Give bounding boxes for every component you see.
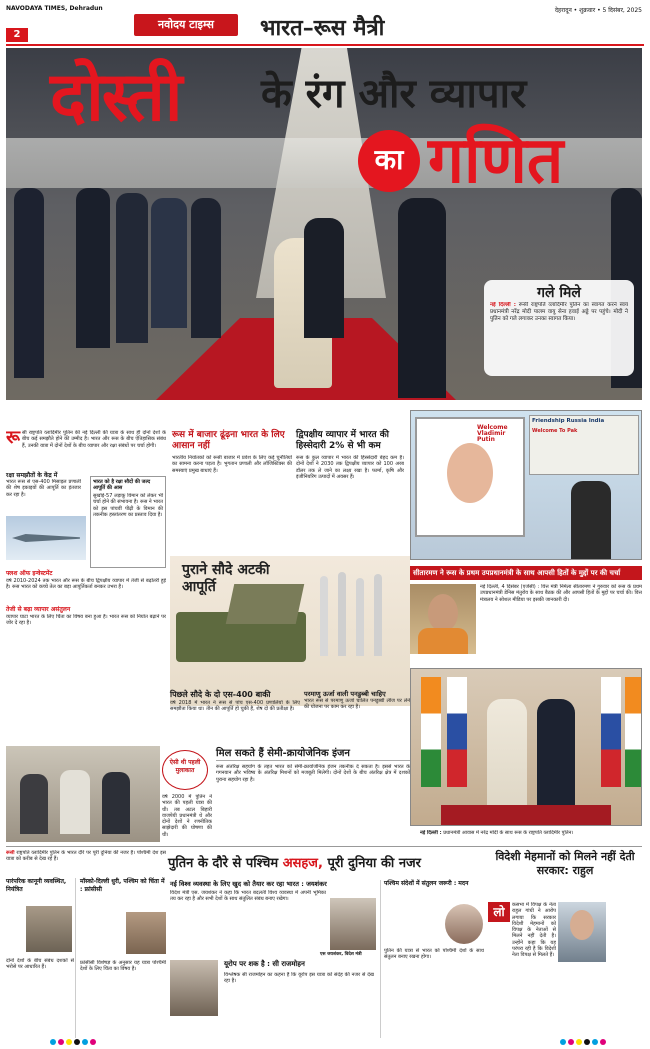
bottom-intro bbox=[6, 850, 166, 874]
s400-caption bbox=[170, 690, 300, 742]
western-head: पश्चिम संदेशों में संतुलन जरूरी : मदन bbox=[384, 880, 469, 887]
sitharaman-title: सीतारमण ने रूस के प्रथम उपप्रधानमंत्री के साथ आपसी हितों के मुद्दों पर की चर्चा bbox=[410, 566, 642, 580]
friendship-banner-text: Friendship Russia India bbox=[532, 418, 605, 424]
hug-dateline: नई दिल्ली : bbox=[490, 302, 516, 308]
sitharaman-article bbox=[410, 566, 642, 666]
official-figure bbox=[398, 198, 446, 398]
registration-marks bbox=[560, 1030, 608, 1049]
western-photo bbox=[445, 904, 483, 944]
col1-text: भारत रूस से एस-400 मिसाइल प्रणाली की शेष इकाइयों की आपूर्ति का इंतजार कर रहा है। bbox=[6, 479, 81, 498]
headline-dosti: दोस्ती bbox=[50, 57, 181, 137]
headline-ka: का bbox=[358, 130, 420, 192]
col1-lead: सी राष्ट्रपति व्लादिमीर पुतिन की नई दिल्ली की यात्रा के साथ ही दोनों देशों के बीच कई समझौते होने की उम्मीद है। भारत और रूस के बीच ऐतिहासिक संबंध हैं, उनकी यात्रा में दोनों देशों के बीच व्यापार और रक्षा संबंधों पर चर्चा होगी। bbox=[22, 430, 166, 449]
plane-head: भारत को है रक्षा सौदों की जल्द आपूर्ति की आस bbox=[93, 479, 151, 491]
western-article bbox=[380, 880, 484, 1038]
bottom-rule bbox=[6, 846, 642, 847]
sitharaman-text: नई दिल्ली, 4 दिसंबर (एजेंसी) : वित्त मंत्री निर्मला सीतारमण ने गुरुवार को रूस के प्रथम उपप्रधानमंत्री डेनिस मंतुरोव के साथ बैठक की और आपसी हितों के मुद्दों पर चर्चा की। वित्त मंत्रालय ने सोशल मीडिया पर इसकी जानकारी दी। bbox=[480, 584, 642, 603]
cryo-text: रूस अंतरिक्ष सहयोग के तहत भारत को सेमी-क्रायोजेनिक इंजन तकनीक दे सकता है। इससे भारत के गगनयान और भविष्य के अंतरिक्ष मिशनों को मजबूती मिलेगी। दोनों देशों के बीच अंतरिक्ष क्षेत्र में दशकों पुराना सहयोग रहा है। bbox=[216, 764, 410, 783]
page-number: 2 bbox=[6, 28, 28, 42]
rahul-photo bbox=[558, 902, 606, 962]
cryo-article bbox=[216, 748, 410, 844]
memory-article bbox=[6, 746, 212, 846]
market-article bbox=[172, 430, 292, 550]
pm-photo-caption bbox=[420, 830, 642, 838]
side2-text: फ्रांसीसी विशेषज्ञ के अनुसार यह यात्रा पश्चिमी देशों के लिए चिंता का विषय है। bbox=[80, 960, 166, 973]
trade-title: द्विपक्षीय व्यापार में भारत की हिस्सेदारी 2% से भी कम bbox=[296, 430, 390, 451]
cryo-title: मिल सकते हैं सेमी-क्रायोजेनिक इंजन bbox=[216, 748, 410, 761]
artist-figure bbox=[571, 481, 611, 559]
nuclear-text: भारत रूस से परमाणु ऊर्जा चालित पनडुब्बी लीज पर लेने की योजना पर काम कर रहा है। bbox=[304, 698, 410, 711]
nuclear-head: परमाणु ऊर्जा वाली पनडुब्बी चाहिए bbox=[304, 690, 386, 698]
western-text: पुतिन की यात्रा से भारत को पश्चिमी देशों के साथ संतुलन बनाए रखना होगा। bbox=[384, 948, 484, 961]
sukhoi-jet-photo bbox=[6, 516, 86, 560]
side1-title: पारंपरिक कानूनी व्यवस्थित, नियंत्रित bbox=[6, 878, 67, 893]
rahul-article bbox=[488, 850, 642, 1038]
putin-figure bbox=[304, 218, 344, 338]
old-deals bbox=[170, 556, 410, 706]
official-figure bbox=[14, 188, 44, 378]
pm-residence-photo bbox=[410, 668, 642, 826]
bottom-intro-text: राष्ट्रपति व्लादिमीर पुतिन के भारत दौरे पर पूरी दुनिया की नजर है। पश्चिमी देश इस यात्रा को करीब से देख रहे हैं। bbox=[6, 850, 166, 863]
pm-caption: प्रधानमंत्री आवास में नरेंद्र मोदी के साथ रूस के राष्ट्रपति व्लादिमीर पुतिन। bbox=[443, 830, 574, 836]
col1-subhead: रक्षा समझौतों के केंद्र में bbox=[6, 472, 58, 479]
missile-tubes bbox=[226, 584, 305, 624]
bottom-dropcap: रूसी bbox=[6, 850, 15, 856]
col1-subhead2: फ्लश ऑफ इन्वेस्टमेंट bbox=[6, 570, 53, 577]
flag-russia bbox=[447, 677, 467, 787]
col1-dropcap: रू bbox=[6, 430, 20, 448]
side1-photo bbox=[26, 906, 72, 952]
market-text: भारतीय निर्यातकों को रूसी बाजार में प्रवेश के लिए कई चुनौतियों का सामना करना पड़ता है। भुगतान प्रणाली और लॉजिस्टिक्स की समस्याएं प्रमुख बाधाएं हैं। bbox=[172, 455, 292, 474]
flag-russia bbox=[601, 677, 621, 787]
plane-inset bbox=[90, 476, 166, 568]
column-left bbox=[6, 430, 166, 670]
jaishankar-article bbox=[170, 880, 376, 960]
rajamohan-head: यूरोप पर शक है : सी राजमोहन bbox=[224, 960, 305, 968]
masthead-rule bbox=[6, 44, 644, 46]
jaishankar-text: विदेश मंत्री एस. जयशंकर ने कहा कि भारत बदलती विश्व व्यवस्था में अपनी भूमिका तय कर रहा है और सभी देशों के साथ संतुलित संबंध बनाए रखेगा। bbox=[170, 890, 326, 903]
rajamohan-photo bbox=[170, 960, 218, 1016]
headline-rang: के रंग और व्यापार bbox=[261, 70, 527, 117]
rahul-title: विदेशी मेहमानों को मिलने नहीं देती सरकार: राहुल bbox=[495, 850, 635, 877]
paper-name: NAVODAYA TIMES, Dehradun bbox=[6, 5, 103, 12]
flag-india bbox=[421, 677, 441, 787]
jaishankar-head: नई विश्व व्यवस्था के लिए खुद को तैयार कर रहा भारत : जयशंकर bbox=[170, 880, 327, 888]
market-title: रूस में बाजार ढूंढ़ना भारत के लिए आसान नहीं bbox=[172, 430, 285, 451]
masthead bbox=[6, 4, 644, 46]
trade-article bbox=[296, 430, 404, 550]
missile bbox=[338, 572, 346, 656]
friendship-banner bbox=[529, 415, 639, 475]
s400-caption-text: वर्ष 2018 में भारत ने रूस से पांच एस-400 प्रणालियों के लिए समझौता किया था। तीन की आपूर्ति हो चुकी है, शेष दो की प्रतीक्षा है। bbox=[170, 700, 300, 713]
modi-figure bbox=[487, 699, 527, 819]
putin-head-a: पुतिन के दौरे से पश्चिम bbox=[168, 856, 279, 871]
official-figure bbox=[191, 198, 221, 338]
side1-article bbox=[6, 878, 76, 1038]
memory-badge: ऐसी थी पहली मुलाकात bbox=[162, 750, 208, 790]
jaishankar-label: एस जयशंकर, विदेश मंत्री bbox=[320, 952, 362, 957]
dateline: देहरादून • शुक्रवार • 5 दिसंबर, 2025 bbox=[554, 7, 642, 14]
painting-welcome: Welcome Vladimir Putin bbox=[477, 424, 508, 443]
missile bbox=[320, 576, 328, 656]
official-figure bbox=[116, 193, 148, 343]
headline-ganit: गणित bbox=[428, 123, 564, 198]
hero-photo bbox=[6, 48, 642, 400]
side2-photo bbox=[126, 912, 166, 954]
painting-photo bbox=[410, 410, 642, 560]
official-figure bbox=[151, 198, 187, 328]
col1-text2: वर्ष 2010-2024 तक भारत और रूस के बीच द्विपक्षीय व्यापार में तेजी से बढ़ोतरी हुई है। रूस भारत को कच्चे तेल का बड़ा आपूर्तिकर्ता बनकर उभरा है। bbox=[6, 578, 166, 591]
welcome-pak-text: Welcome To Pak bbox=[532, 428, 578, 434]
rahul-text: कसभा में विपक्ष के नेता राहुल गांधी ने आरोप लगाया कि सरकार विदेशी मेहमानों को विपक्ष के नेताओं से मिलने नहीं देती है। उन्होंने कहा कि यह परंपरा रही है कि विदेशी नेता विपक्ष से मिलते हैं। bbox=[512, 902, 556, 959]
official-figure bbox=[76, 188, 110, 348]
old-deals-title: पुराने सौदे अटकी आपूर्ति bbox=[182, 562, 270, 595]
section-title: भारत–रूस मैत्री bbox=[260, 15, 385, 41]
putin-head-c: पूरी दुनिया की नजर bbox=[327, 856, 422, 871]
sitharaman-photo bbox=[410, 584, 476, 654]
plane-text: सुखोई-57 लड़ाकू विमान को लेकर भी चर्चा होने की संभावना है। रूस ने भारत को इस पांचवीं पीढ़ी के विमान की तकनीक हस्तांतरण का प्रस्ताव दिया है। bbox=[93, 493, 163, 518]
putin-west-headline bbox=[168, 852, 476, 878]
trade-text: रूस के कुल व्यापार में भारत की हिस्सेदारी बेहद कम है। दोनों देशों ने 2030 तक द्विपक्षीय व्यापार को 100 अरब डॉलर तक ले जाने का लक्ष्य रखा है। फार्मा, कृषि और इंजीनियरिंग उत्पादों में अवसर हैं। bbox=[296, 455, 404, 480]
pm-dateline: नई दिल्ली : bbox=[420, 830, 442, 836]
s400-caption-head: पिछले सौदे के दो एस-400 बाकी bbox=[170, 690, 271, 699]
col1-subhead3: तेजी से बढ़ा व्यापार असंतुलन bbox=[6, 606, 71, 613]
missile bbox=[356, 578, 364, 656]
putin-head-b: असहज, bbox=[282, 856, 323, 871]
nuclear-sub-article bbox=[304, 690, 410, 742]
col1-text3: व्यापार घाटा भारत के लिए चिंता का विषय बना हुआ है। भारत रूस को निर्यात बढ़ाने पर जोर दे रहा है। bbox=[6, 614, 166, 627]
missile bbox=[374, 574, 382, 656]
registration-marks bbox=[50, 1030, 98, 1049]
rahul-dropcap: लो bbox=[488, 902, 510, 922]
hug-caption: रूसी राष्ट्रपति व्लादिमीर पुतिन का स्वागत करने स्वयं प्रधानमंत्री नरेंद्र मोदी पालम वायु सेना हवाई अड्डे पर पहुंचे। मोदी ने पुतिन को गले लगाकर उनका स्वागत किया। bbox=[490, 302, 628, 322]
vajpayee-putin-photo bbox=[6, 746, 160, 842]
red-carpet bbox=[441, 805, 611, 826]
rajamohan-article bbox=[170, 960, 376, 1038]
hug-title: गले मिले bbox=[537, 285, 581, 301]
putin-figure bbox=[537, 699, 575, 819]
flag-india bbox=[625, 677, 641, 787]
side1-text: दोनों देशों के बीच संबंध दशकों से भरोसे पर आधारित हैं। bbox=[6, 958, 74, 971]
putin-painting bbox=[415, 417, 525, 537]
hug-box bbox=[484, 280, 634, 376]
jaishankar-photo bbox=[330, 898, 376, 950]
side2-title: मॉस्को-दिल्ली धुरी, पश्चिम को चिंता में : फ्रांसीसी bbox=[80, 878, 165, 893]
memory-text: वर्ष 2000 में पुतिन ने भारत की पहली यात्रा की थी। तब अटल बिहारी वाजपेयी प्रधानमंत्री थे और दोनों देशों ने रणनीतिक साझेदारी की घोषणा की थी। bbox=[162, 794, 212, 838]
side2-article bbox=[80, 878, 166, 1038]
rajamohan-text: विश्लेषक सी राजमोहन का कहना है कि यूरोप इस यात्रा को संदेह की नजर से देख रहा है। bbox=[224, 972, 374, 985]
brand-logo: नवोदय टाइम्स bbox=[134, 14, 238, 36]
